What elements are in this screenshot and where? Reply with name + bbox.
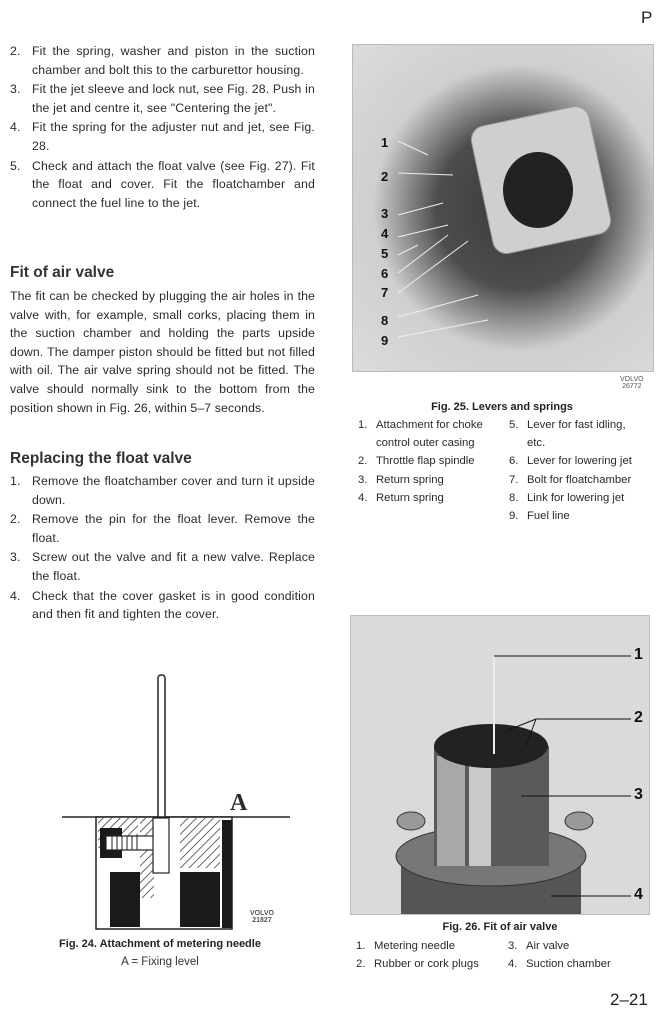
- legend-item: 6. Lever for lowering jet: [509, 455, 632, 468]
- legend-item: control outer casing: [376, 437, 475, 450]
- metering-needle-drawing: [40, 660, 300, 930]
- fig26-callout-3: 3: [634, 786, 643, 803]
- list-item: 3. Screw out the valve and fit a new valve. Replace the float.: [10, 550, 315, 583]
- legend-item: 1. Attachment for choke: [358, 419, 483, 431]
- volvo-stamp: VOLVO 26772: [620, 376, 644, 390]
- section-letter: P: [641, 8, 653, 27]
- legend-item: 2. Throttle flap spindle: [358, 455, 475, 468]
- legend-item: 5. Lever for fast idling,: [509, 419, 626, 431]
- legend-item: 2. Rubber or cork plugs: [356, 958, 479, 971]
- page-number: 2–21: [610, 990, 648, 1009]
- legend-item: 1. Metering needle: [356, 940, 456, 952]
- fit-air-valve-paragraph: The fit can be checked by plugging the air holes in the valve with, for example, small corks, placing them in the suction chamber and holding the parts upside down. The damper piston should be fitted but not filled with oil. The air valve spring should not be fitted. The valve should normally sink to the bottom from the position shown in Fig. 26, within 5–7 seconds.: [10, 289, 315, 415]
- fig25-callout-numbers: 1 2 3 4 5 6 7 8 9: [381, 135, 389, 348]
- fixing-level-label: A: [230, 790, 248, 816]
- fig26-callout-2: 2: [634, 709, 643, 726]
- fig26-caption: Fig. 26. Fit of air valve: [442, 921, 558, 933]
- list-item: 5. Check and attach the float valve (see Fig. 27). Fit the float and cover. Fit the floatchamber and connect the fuel line to the jet.: [10, 158, 315, 210]
- fig25-legend-right: [509, 416, 659, 525]
- fig26-legend-left: [356, 937, 506, 973]
- fig26-callout-4: 4: [634, 886, 643, 903]
- legend-item: 4. Suction chamber: [508, 958, 611, 971]
- fixing-screw: [106, 836, 156, 850]
- legend-item: 9. Fuel line: [509, 510, 570, 523]
- list-item: 1. Remove the floatchamber cover and turn it upside down.: [10, 474, 315, 507]
- list-item: 2. Fit the spring, washer and piston in the suction chamber and bolt this to the carburettor housing.: [10, 44, 315, 77]
- volvo-stamp: VOLVO 21827: [250, 910, 274, 924]
- fig24-illustration: [40, 660, 300, 930]
- fig25-callouts: [353, 45, 653, 371]
- legend-item: 8. Link for lowering jet: [509, 491, 625, 504]
- section-heading-fit-air-valve: Fit of air valve: [10, 264, 115, 281]
- float-valve-steps-list: [10, 472, 315, 625]
- fig25-photo: [352, 44, 654, 372]
- fig26-legend-right: [508, 937, 658, 973]
- fig25-legend-left: [358, 416, 508, 507]
- legend-item: 4. Return spring: [358, 491, 444, 504]
- metering-needle: [158, 675, 165, 820]
- fig24-subcaption: A = Fixing level: [121, 956, 199, 968]
- list-item: 3. Fit the jet sleeve and lock nut, see Fig. 28. Push in the jet and centre it, see "Centering the jet".: [10, 82, 315, 115]
- list-item: 2. Remove the pin for the float lever. Remove the float.: [10, 512, 315, 545]
- legend-item: etc.: [527, 437, 546, 450]
- fig24-caption: Fig. 24. Attachment of metering needle: [59, 938, 261, 950]
- fig26-drawing: [351, 616, 649, 914]
- legend-item: 7. Bolt for floatchamber: [509, 473, 632, 486]
- legend-item: 3. Return spring: [358, 473, 444, 486]
- section-heading-replacing-float-valve: Replacing the float valve: [10, 450, 192, 467]
- list-item: 4. Fit the spring for the adjuster nut and jet, see Fig. 28.: [10, 120, 315, 153]
- fig26-photo: [350, 615, 650, 915]
- list-item: 4. Check that the cover gasket is in good condition and then fit and tighten the cover.: [10, 588, 315, 622]
- legend-item: 3. Air valve: [508, 940, 570, 952]
- fig26-callout-1: 1: [634, 646, 643, 663]
- fig25-caption: Fig. 25. Levers and springs: [431, 401, 573, 413]
- assembly-steps-list: [10, 42, 315, 213]
